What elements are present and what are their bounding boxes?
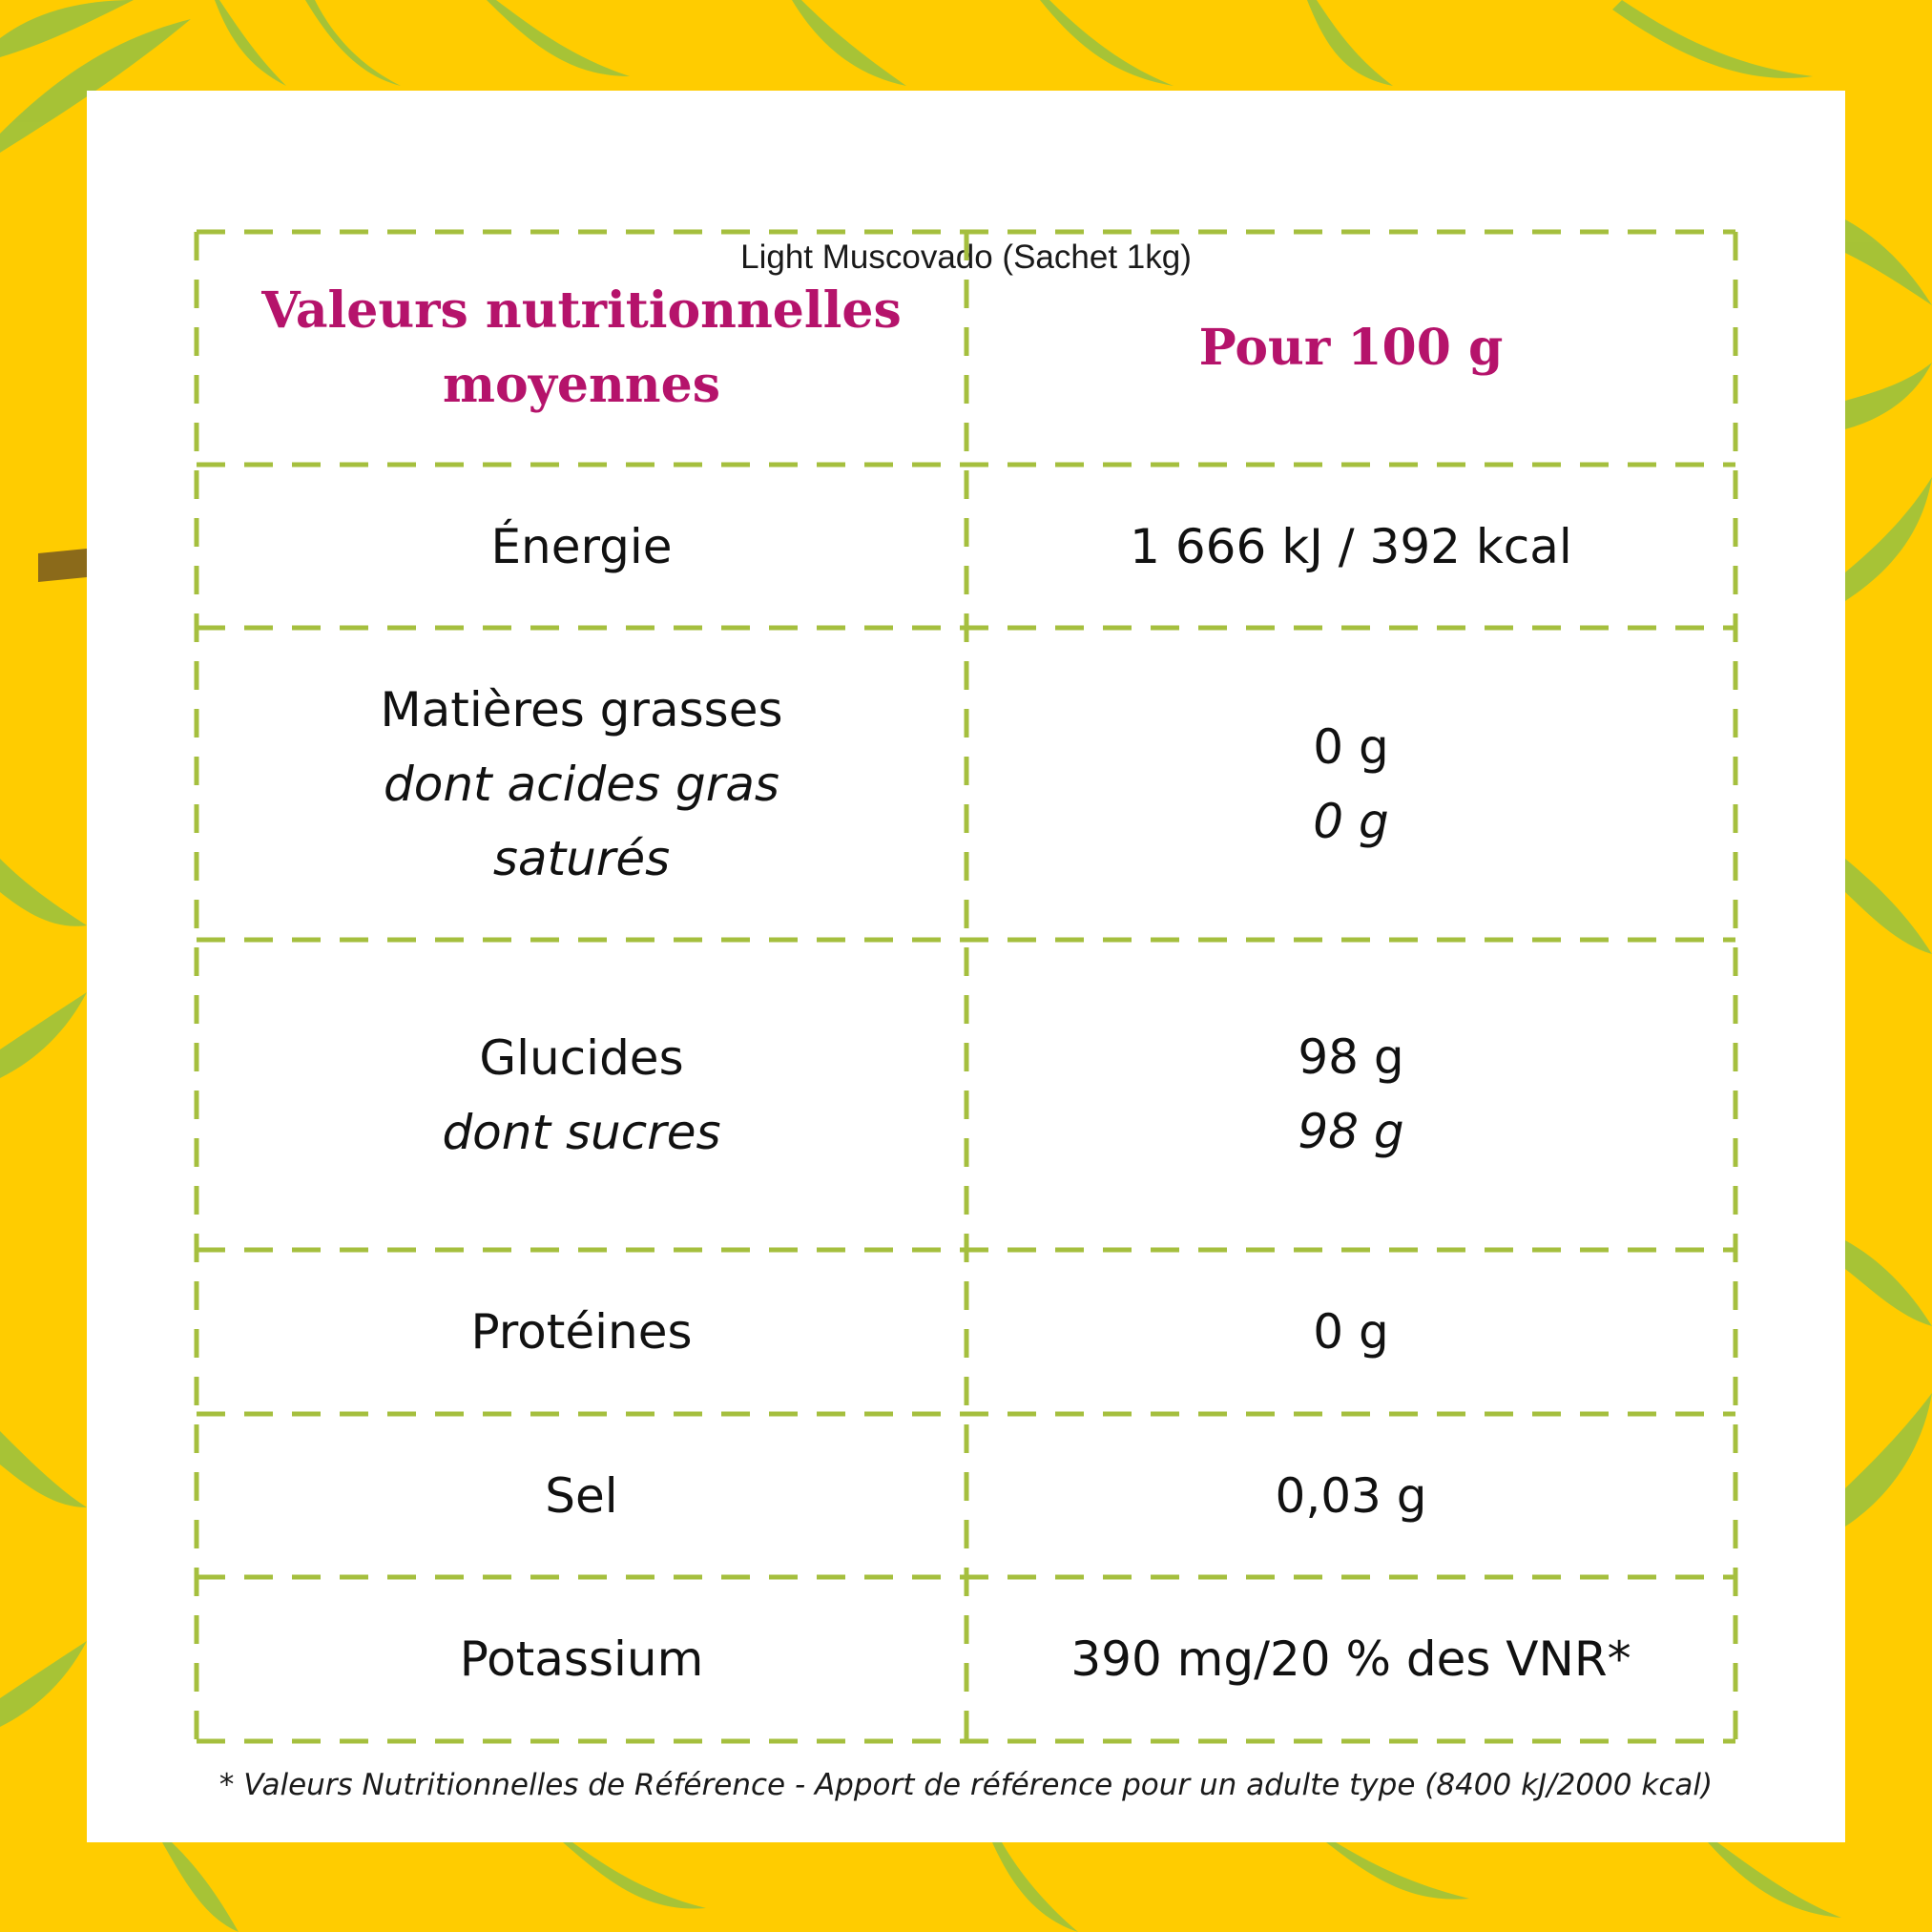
row-energy-label: [197, 465, 966, 628]
leaf-shape: [0, 859, 87, 926]
leaf-shape: [792, 0, 906, 86]
row-salt-value: [966, 1414, 1735, 1577]
leaf-shape: [0, 1641, 87, 1727]
row-protein-label: [197, 1250, 966, 1414]
header-col-nutrients-line2: moyennes: [443, 356, 720, 414]
stick-shape: [38, 549, 87, 582]
potassium-value: 390 mg/20 % des VNR*: [1070, 1631, 1631, 1687]
carbs-label: Glucides: [479, 1029, 684, 1086]
leaf-shape: [1326, 1842, 1469, 1900]
salt-label: Sel: [545, 1467, 618, 1524]
energy-label: Énergie: [490, 518, 673, 574]
salt-value: 0,03 g: [1275, 1467, 1427, 1524]
leaf-shape: [162, 1842, 239, 1932]
leaf-shape: [563, 1842, 706, 1909]
sugars-label: dont sucres: [442, 1104, 721, 1160]
leaf-shape: [1612, 0, 1813, 78]
carbs-value: 98 g: [1298, 1029, 1404, 1085]
footnote: * Valeurs Nutritionnelles de Référence - Apport de référence pour un adulte type (8400 kJ/2000 kcal): [218, 1768, 1714, 1802]
row-fat-value: [966, 628, 1735, 940]
header-col-nutrients-line1: Valeurs nutritionnelles: [261, 281, 902, 340]
row-potassium-value: [966, 1577, 1735, 1741]
leaf-shape: [0, 1431, 87, 1507]
row-protein-value: [966, 1250, 1735, 1414]
saturated-fat-label-line1: dont acides gras: [384, 756, 779, 812]
saturated-fat-label-line2: saturés: [492, 830, 671, 886]
leaf-shape: [305, 0, 401, 86]
product-title: Light Muscovado (Sachet 1kg): [740, 239, 1192, 276]
nutrition-card: [87, 91, 1845, 1842]
protein-value: 0 g: [1313, 1304, 1389, 1360]
row-fat-label: [197, 628, 966, 940]
saturated-fat-value: 0 g: [1313, 793, 1389, 849]
leaf-shape: [992, 1842, 1078, 1932]
leaf-shape: [487, 0, 630, 76]
row-carbs-label: [197, 940, 966, 1250]
leaf-shape: [1040, 0, 1174, 86]
potassium-label: Potassium: [459, 1631, 704, 1687]
header-col-per-100g: [966, 232, 1735, 465]
row-salt-label: [197, 1414, 966, 1577]
header-col-per-100g-text: Pour 100 g: [1198, 319, 1504, 377]
row-potassium-label: [197, 1577, 966, 1741]
leaf-shape: [1845, 219, 1932, 305]
leaf-shape: [1845, 477, 1932, 601]
sugars-value: 98 g: [1298, 1104, 1404, 1159]
energy-value: 1 666 kJ / 392 kcal: [1130, 518, 1572, 574]
leaf-shape: [1845, 1393, 1932, 1527]
leaf-shape: [1845, 363, 1932, 429]
leaf-shape: [1307, 0, 1393, 86]
leaf-shape: [1708, 1842, 1841, 1918]
leaf-shape: [1845, 1240, 1932, 1326]
row-energy-value: [966, 465, 1735, 628]
leaf-shape: [1845, 859, 1932, 954]
fat-label: Matières grasses: [380, 681, 783, 737]
leaf-shape: [0, 992, 87, 1078]
protein-label: Protéines: [470, 1304, 693, 1360]
fat-value: 0 g: [1313, 718, 1389, 775]
leaf-shape: [215, 0, 286, 86]
header-col-nutrients: [197, 232, 966, 465]
row-carbs-value: [966, 940, 1735, 1169]
